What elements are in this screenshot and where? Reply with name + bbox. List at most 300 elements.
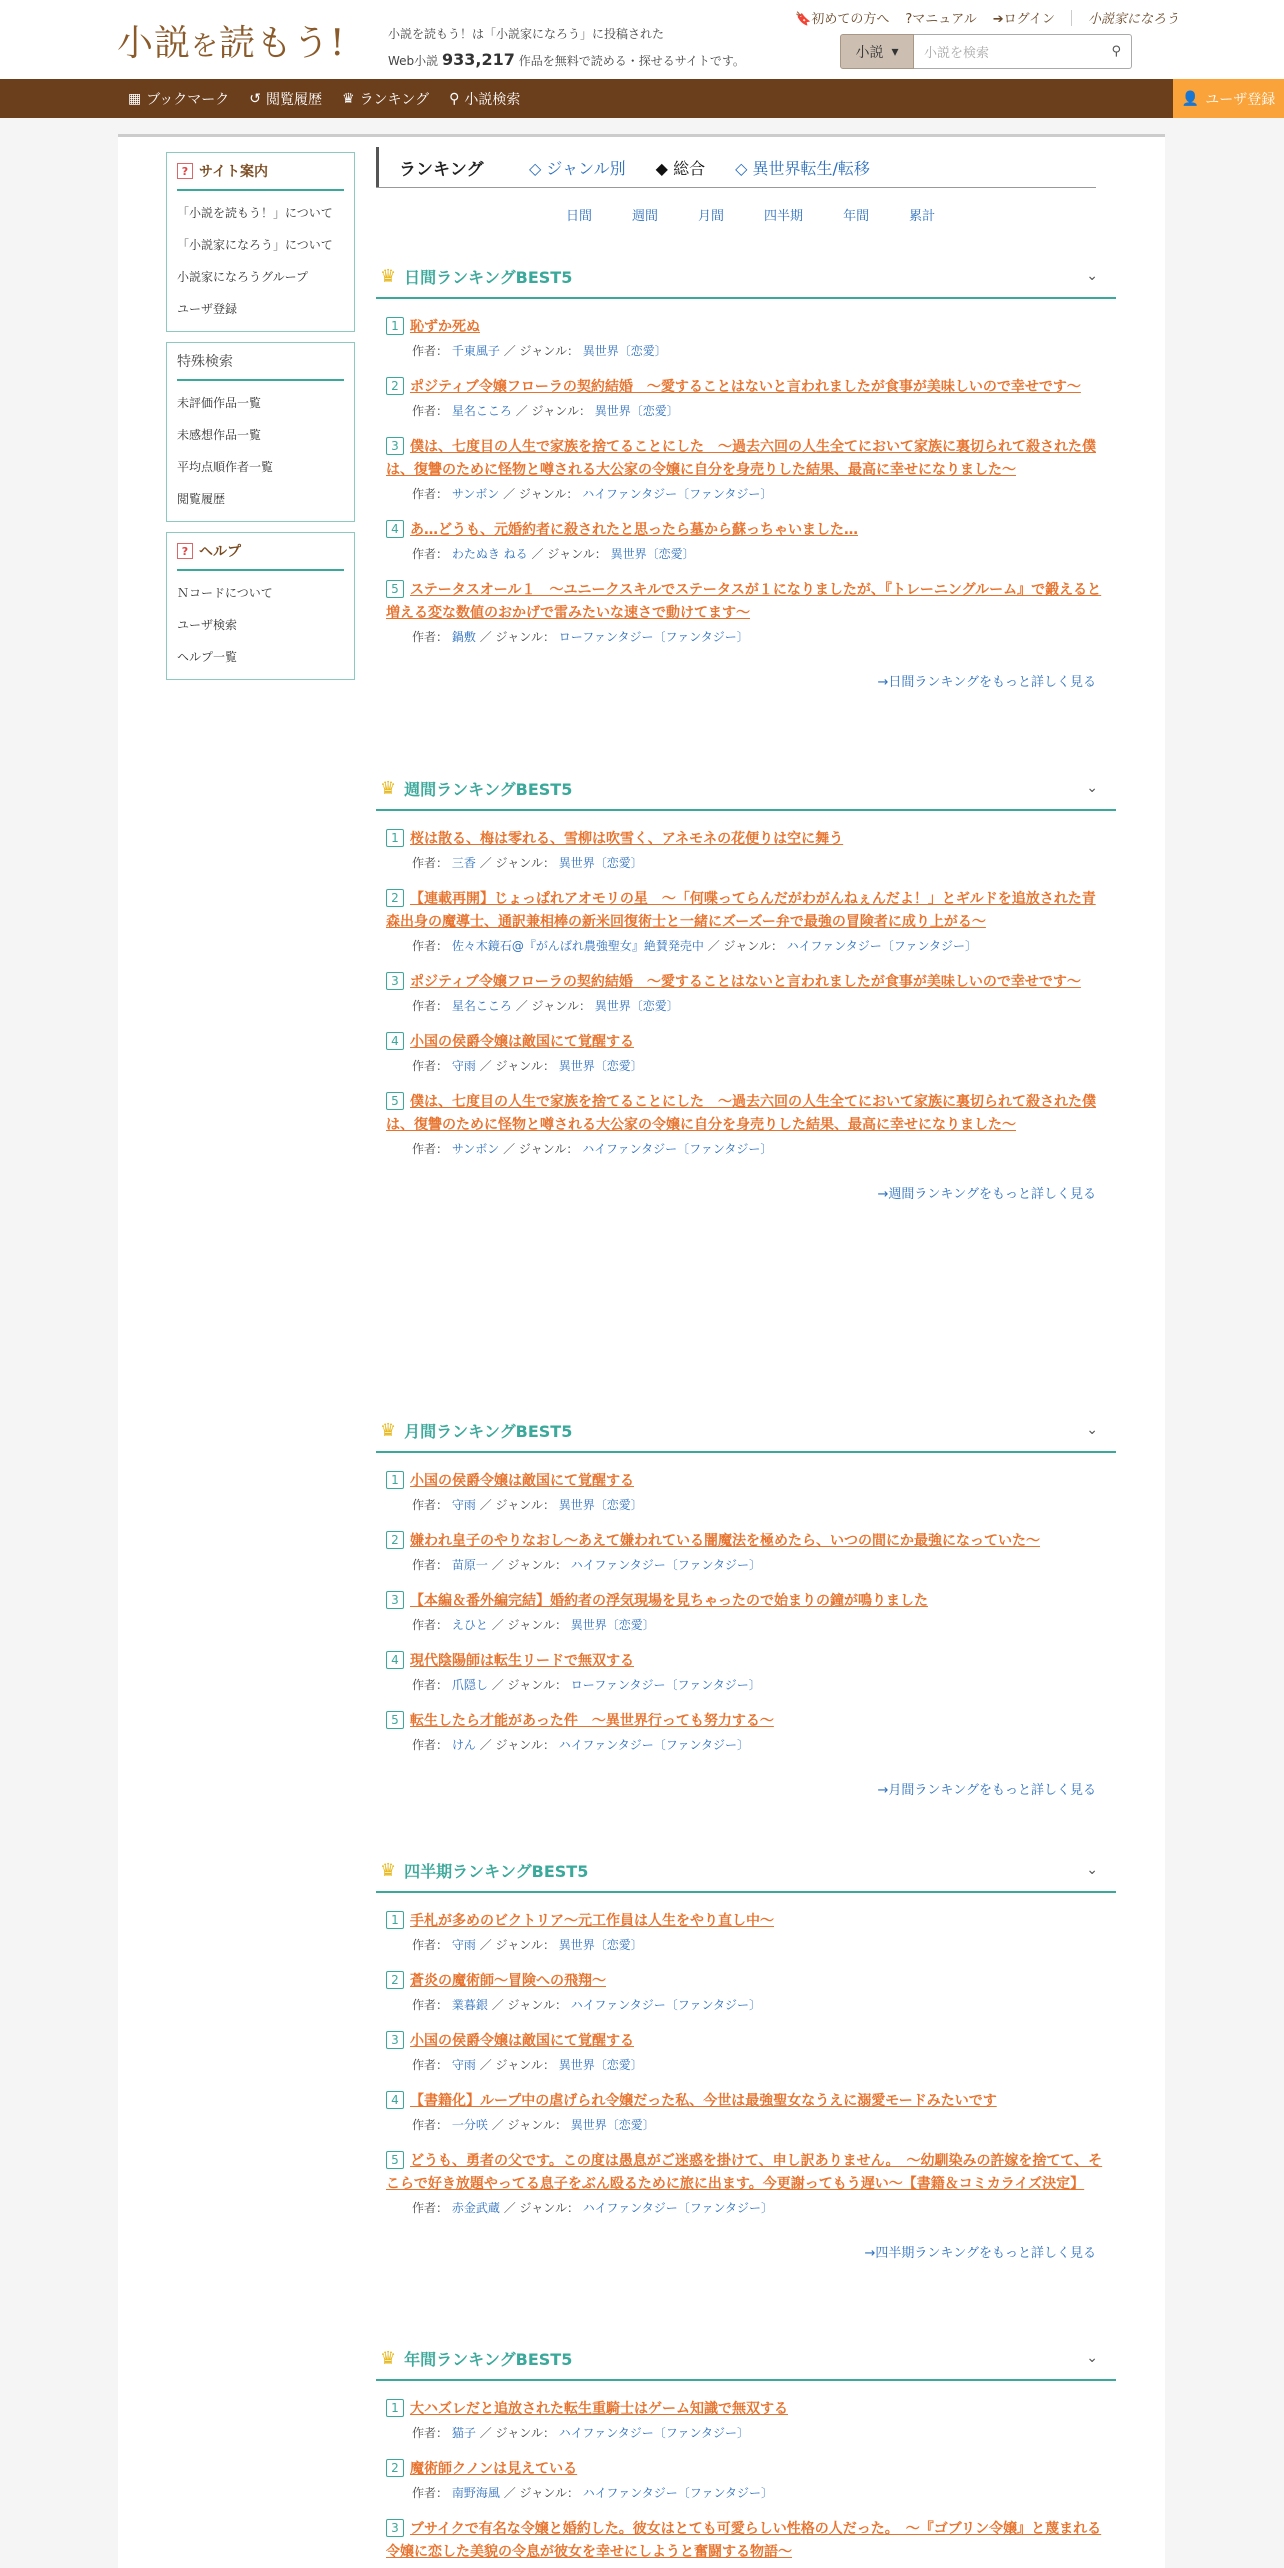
chevron-down-icon[interactable]: ⌄ xyxy=(1086,1422,1098,1438)
genre-link[interactable]: 異世界〔恋愛〕 xyxy=(558,1938,643,1952)
novel-title-link[interactable] xyxy=(386,1590,1104,1613)
question-icon: ? xyxy=(177,543,193,559)
sidebar-item-history[interactable]: 閲覧履歴 xyxy=(177,492,226,506)
novel-title-link[interactable] xyxy=(386,376,1104,399)
nav-history[interactable] xyxy=(249,89,322,109)
novel-title: ステータスオール１ ～ユニークスキルでステータスが１になりましたが、『トレーニングルーム』で鍛えると増える変な数値のおかげで雷みたいな速さで動けてます～ xyxy=(386,582,1102,621)
genre-link[interactable]: ハイファンタジー〔ファンタジー〕 xyxy=(570,1998,761,2012)
tab-overall[interactable]: ◆ 総合 xyxy=(655,158,706,178)
author-link[interactable]: 南野海風 xyxy=(451,2486,500,2500)
author-label: 作者： xyxy=(412,999,449,1013)
list-item xyxy=(376,2398,1116,2441)
sidebar-item-avg-author[interactable]: 平均点順作者一覧 xyxy=(177,460,274,474)
author-link[interactable]: 星名こころ xyxy=(451,999,512,1013)
history-icon: ↺ xyxy=(249,90,261,107)
novel-title: 【連載再開】じょっぱれアオモリの星 ～「何喋ってらんだがわがんねぇんだよ！」とギルドを追放された青森出身の魔導士、通訳兼相棒の新米回復術士と一緒にズーズー弁で最強の冒険者に成り上がる～ xyxy=(386,891,1096,930)
chevron-down-icon[interactable]: ⌄ xyxy=(1086,2350,1098,2366)
ranking-section xyxy=(376,255,1116,690)
novel-title-link[interactable] xyxy=(386,888,1104,934)
genre-link[interactable]: ローファンタジー〔ファンタジー〕 xyxy=(570,1678,761,1692)
rank-number: 1 xyxy=(386,1911,404,1929)
genre-label: ／ ジャンル： xyxy=(491,1618,567,1632)
rank-number: 2 xyxy=(386,377,404,395)
novel-title-link[interactable] xyxy=(386,971,1104,994)
search-form xyxy=(840,34,1132,69)
list-item xyxy=(376,1910,1116,1953)
work-count: 933,217 xyxy=(442,50,515,69)
grid-icon: ▦ xyxy=(128,90,142,107)
rank-number: 4 xyxy=(386,1032,404,1050)
manual-label: マニュアル xyxy=(912,12,977,27)
genre-label: ／ ジャンル： xyxy=(479,1059,555,1073)
genre-label: ／ ジャンル： xyxy=(491,1678,567,1692)
tab-genre[interactable]: ◇ ジャンル別 xyxy=(529,158,626,178)
more-link[interactable]: →日間ランキングをもっと詳しく見る xyxy=(877,675,1096,690)
author-label: 作者： xyxy=(412,1558,449,1572)
rank-number: 2 xyxy=(386,1971,404,1989)
rank-number: 5 xyxy=(386,580,404,598)
rank-number: 3 xyxy=(386,2031,404,2049)
genre-link[interactable]: ハイファンタジー〔ファンタジー〕 xyxy=(558,1738,749,1752)
site-tagline xyxy=(388,22,745,74)
section-header[interactable] xyxy=(376,1849,1116,1893)
question-icon: ? xyxy=(177,163,193,179)
ranking-section xyxy=(376,1849,1116,2261)
author-link[interactable]: けん xyxy=(451,1738,476,1752)
tagline-prefix: Web小説 xyxy=(388,54,439,68)
novel-title: 小国の侯爵令嬢は敵国にて覚醒する xyxy=(410,1473,634,1489)
author-link[interactable]: 守雨 xyxy=(451,1059,476,1073)
novel-title-link[interactable] xyxy=(386,579,1104,625)
genre-label: ／ ジャンル： xyxy=(707,939,783,953)
section-header[interactable] xyxy=(376,1409,1116,1453)
novel-title-link[interactable] xyxy=(386,2030,1104,2053)
list-item xyxy=(376,436,1116,502)
genre-link[interactable]: 異世界〔恋愛〕 xyxy=(582,344,667,358)
novel-title-link[interactable] xyxy=(386,2090,1104,2113)
genre-link[interactable]: 異世界〔恋愛〕 xyxy=(558,856,643,870)
more-link[interactable]: →月間ランキングをもっと詳しく見る xyxy=(877,1783,1096,1798)
novel-title-link[interactable] xyxy=(386,2518,1104,2564)
list-item xyxy=(376,1470,1116,1513)
novel-title: 僕は、七度目の人生で家族を捨てることにした ～過去六回の人生全てにおいて家族に裏切られて殺された僕は、復讐のために怪物と噂される大公家の令嬢に自分を身売りした結果、最高に幸せになりました～ xyxy=(386,439,1096,478)
novel-meta xyxy=(386,1736,1104,1753)
genre-label: ／ ジャンル： xyxy=(491,1558,567,1572)
list-item xyxy=(376,1590,1116,1633)
more-link[interactable]: →週間ランキングをもっと詳しく見る xyxy=(877,1187,1096,1202)
author-label: 作者： xyxy=(412,1142,449,1156)
novel-meta xyxy=(386,1556,1104,1573)
ranking-section xyxy=(376,1409,1116,1798)
novel-title: 【本編＆番外編完結】婚約者の浮気現場を見ちゃったので始まりの鐘が鳴りました xyxy=(410,1593,928,1609)
novel-title: ブサイクで有名な令嬢と婚約した。彼女はとても可愛らしい性格の人だった。 ～『ゴブリン令嬢』と蔑まれる令嬢に恋した美貌の令息が彼女を幸せにしようと奮闘する物語～ xyxy=(386,2521,1102,2560)
novel-title-link[interactable] xyxy=(386,1710,1104,1733)
sidebar-item-about-yomou[interactable]: 「小説を読もう！」について xyxy=(177,206,333,220)
novel-meta xyxy=(386,628,1104,645)
novel-title: ポジティブ令嬢フローラの契約結婚 ～愛することはないと言われましたが食事が美味しいので幸せです～ xyxy=(410,974,1081,990)
rank-number: 4 xyxy=(386,520,404,538)
genre-label: ／ ジャンル： xyxy=(503,344,579,358)
bookmark-mini-icon: 🔖 xyxy=(795,12,812,27)
sidebar-item-help-list[interactable]: ヘルプ一覧 xyxy=(177,650,238,664)
site-header xyxy=(0,0,1284,79)
sidebar xyxy=(166,152,355,690)
genre-label: ／ ジャンル： xyxy=(503,487,579,501)
genre-link[interactable]: ハイファンタジー〔ファンタジー〕 xyxy=(570,1558,761,1572)
sidebar-item-user-search[interactable]: ユーザ検索 xyxy=(177,618,238,632)
site-guide-title xyxy=(177,161,344,191)
special-search-title: 特殊検索 xyxy=(177,351,344,381)
novel-title: どうも、勇者の父です。この度は愚息がご迷惑を掛けて、申し訳ありません。 ～幼馴染みの許嫁を捨てて、そこらで好き放題やってる息子をぶん殴るために旅に出ます。今更謝ってもう遅い～【書籍＆コミカライズ決定】 xyxy=(386,2153,1103,2192)
novel-meta xyxy=(386,545,1104,562)
author-link[interactable]: 苗原一 xyxy=(451,1558,488,1572)
search-icon: ⚲ xyxy=(449,90,460,107)
novel-title-link[interactable] xyxy=(386,1091,1104,1137)
rank-number: 1 xyxy=(386,2399,404,2417)
nav-history-label: 閲覧履歴 xyxy=(266,91,322,108)
novel-meta xyxy=(386,997,1104,1014)
novel-title: あ…どうも、元婚約者に殺されたと思ったら墓から蘇っちゃいました… xyxy=(410,522,858,538)
author-label: 作者： xyxy=(412,939,449,953)
rank-number: 1 xyxy=(386,1471,404,1489)
genre-label: ／ ジャンル： xyxy=(491,2118,567,2132)
rank-number: 3 xyxy=(386,972,404,990)
author-link[interactable]: 一分咲 xyxy=(451,2118,488,2132)
novel-title-link[interactable] xyxy=(386,1910,1104,1933)
author-label: 作者： xyxy=(412,630,449,644)
list-item xyxy=(376,1970,1116,2013)
sidebar-item-narou-group[interactable]: 小説家になろうグループ xyxy=(177,270,309,284)
genre-link[interactable]: 異世界〔恋愛〕 xyxy=(594,404,679,418)
genre-link[interactable]: 異世界〔恋愛〕 xyxy=(570,2118,655,2132)
section-header[interactable] xyxy=(376,255,1116,299)
author-link[interactable]: 三香 xyxy=(451,856,476,870)
author-label: 作者： xyxy=(412,856,449,870)
author-label: 作者： xyxy=(412,1059,449,1073)
author-label: 作者： xyxy=(412,2058,449,2072)
novel-title: 小国の侯爵令嬢は敵国にて覚醒する xyxy=(410,2033,634,2049)
author-link[interactable]: 業暮銀 xyxy=(451,1998,488,2012)
section-title: 月間ランキングBEST5 xyxy=(404,1421,573,1441)
author-label: 作者： xyxy=(412,487,449,501)
genre-link[interactable]: ハイファンタジー〔ファンタジー〕 xyxy=(582,2486,773,2500)
novel-title-link[interactable] xyxy=(386,519,1104,542)
nav-ranking-label: ランキング xyxy=(359,91,430,108)
author-label: 作者： xyxy=(412,1498,449,1512)
crown-icon: ♛ xyxy=(380,2347,397,2369)
rank-number: 3 xyxy=(386,1591,404,1609)
author-link[interactable]: 千東風子 xyxy=(451,344,500,358)
genre-link[interactable]: ハイファンタジー〔ファンタジー〕 xyxy=(786,939,977,953)
novel-meta xyxy=(386,1140,1104,1157)
sidebar-item-about-narou[interactable]: 「小説家になろう」について xyxy=(177,238,333,252)
genre-label: ／ ジャンル： xyxy=(479,1738,555,1752)
list-item xyxy=(376,316,1116,359)
beginner-link[interactable] xyxy=(795,8,889,27)
rank-number: 5 xyxy=(386,1711,404,1729)
list-item xyxy=(376,579,1116,645)
genre-link[interactable]: 異世界〔恋愛〕 xyxy=(558,2058,643,2072)
author-link[interactable]: 猫子 xyxy=(451,2426,476,2440)
period-monthly[interactable]: 月間 xyxy=(698,209,725,224)
novel-meta xyxy=(386,1616,1104,1633)
chevron-down-icon[interactable]: ⌄ xyxy=(1086,780,1098,796)
login-icon: ➔ xyxy=(992,12,1004,27)
author-link[interactable]: えひと xyxy=(451,1618,488,1632)
user-icon: 👤 xyxy=(1181,90,1200,107)
novel-title: 手札が多めのビクトリア～元工作員は人生をやり直し中～ xyxy=(410,1913,774,1929)
logo-part1: 小説 xyxy=(117,23,192,64)
genre-link[interactable]: 異世界〔恋愛〕 xyxy=(558,1059,643,1073)
novel-meta xyxy=(386,2424,1104,2441)
novel-title: 嫌われ皇子のやりなおし～あえて嫌われている闇魔法を極めたら、いつの間にか最強になっていた～ xyxy=(410,1533,1040,1549)
genre-label: ／ ジャンル： xyxy=(479,856,555,870)
crown-icon: ♛ xyxy=(380,265,397,287)
list-item xyxy=(376,2030,1116,2073)
genre-link[interactable]: 異世界〔恋愛〕 xyxy=(570,1618,655,1632)
main-nav xyxy=(0,79,1284,118)
author-label: 作者： xyxy=(412,2118,449,2132)
author-link[interactable]: 守雨 xyxy=(451,1498,476,1512)
novel-title: 蒼炎の魔術師～冒険への飛翔～ xyxy=(410,1973,606,1989)
novel-title-link[interactable] xyxy=(386,1970,1104,1993)
logo-part3: 読もう! xyxy=(219,23,346,64)
section-title: 日間ランキングBEST5 xyxy=(404,267,573,287)
author-link[interactable]: 星名こころ xyxy=(451,404,512,418)
author-link[interactable]: 鍋敷 xyxy=(451,630,476,644)
genre-link[interactable]: ハイファンタジー〔ファンタジー〕 xyxy=(582,487,773,501)
novel-title: 転生したら才能があった件 ～異世界行っても努力する～ xyxy=(410,1713,774,1729)
novel-meta xyxy=(386,402,1104,419)
help-title-text: ヘルプ xyxy=(199,544,241,560)
novel-title-link[interactable] xyxy=(386,1650,1104,1673)
crown-icon: ♛ xyxy=(380,1419,397,1441)
tagline-line1: 小説を読もう！は「小説家になろう」に投稿された xyxy=(388,27,665,41)
novel-title: 恥ずか死ぬ xyxy=(410,319,480,335)
author-label: 作者： xyxy=(412,1618,449,1632)
novel-meta xyxy=(386,854,1104,871)
novel-title: 小国の侯爵令嬢は敵国にて覚醒する xyxy=(410,1034,634,1050)
novel-meta xyxy=(386,2484,1104,2501)
list-item xyxy=(376,1091,1116,1157)
period-weekly[interactable]: 週間 xyxy=(632,209,659,224)
ranking-header xyxy=(376,147,900,187)
site-logo[interactable] xyxy=(117,15,345,66)
list-item xyxy=(376,2518,1116,2564)
search-type-value: 小説 xyxy=(855,44,884,61)
author-link[interactable]: 守雨 xyxy=(451,1938,476,1952)
novel-title-link[interactable] xyxy=(386,2398,1104,2421)
header-bar xyxy=(376,147,379,187)
novel-title: 【書籍化】ループ中の虐げられ令嬢だった私、今世は最強聖女なうえに溺愛モードみたいです xyxy=(410,2093,997,2109)
main-content xyxy=(118,134,1165,2568)
genre-label: ／ ジャンル： xyxy=(503,2201,579,2215)
genre-link[interactable]: ハイファンタジー〔ファンタジー〕 xyxy=(558,2426,749,2440)
divider xyxy=(1071,10,1072,26)
narou-logo-link[interactable]: 小説家になろう xyxy=(1087,12,1179,27)
register-label: ユーザ登録 xyxy=(1205,91,1276,108)
nav-search[interactable] xyxy=(449,89,520,109)
search-type-select[interactable] xyxy=(840,34,914,69)
novel-title-link[interactable] xyxy=(386,436,1104,482)
list-item xyxy=(376,971,1116,1014)
rank-number: 4 xyxy=(386,2091,404,2109)
list-item xyxy=(376,888,1116,954)
genre-label: ／ ジャンル： xyxy=(479,630,555,644)
author-label: 作者： xyxy=(412,1938,449,1952)
list-item xyxy=(376,2090,1116,2133)
novel-title: ポジティブ令嬢フローラの契約結婚 ～愛することはないと言われましたが食事が美味しいので幸せです～ xyxy=(410,379,1081,395)
author-link[interactable]: サンボン xyxy=(451,1142,500,1156)
rank-number: 1 xyxy=(386,829,404,847)
list-item xyxy=(376,1031,1116,1074)
novel-meta xyxy=(386,342,1104,359)
author-label: 作者： xyxy=(412,1738,449,1752)
rank-number: 5 xyxy=(386,1092,404,1110)
author-label: 作者： xyxy=(412,1678,449,1692)
ranking-section xyxy=(376,2337,1116,2564)
novel-title-link[interactable] xyxy=(386,2458,1104,2481)
help-title xyxy=(177,541,344,571)
genre-label: ／ ジャンル： xyxy=(491,1998,567,2012)
chevron-down-icon: ▾ xyxy=(891,43,899,60)
nav-ranking[interactable] xyxy=(342,89,429,109)
list-item xyxy=(376,1650,1116,1693)
rank-number: 3 xyxy=(386,437,404,455)
author-label: 作者： xyxy=(412,2486,449,2500)
novel-meta xyxy=(386,1676,1104,1693)
search-input[interactable] xyxy=(914,34,1132,69)
novel-title: 魔術師クノンは見えている xyxy=(410,2461,578,2477)
logo-part2: を xyxy=(191,31,220,62)
more-link[interactable]: →四半期ランキングをもっと詳しく見る xyxy=(864,2246,1096,2261)
novel-title: 現代陰陽師は転生リードで無双する xyxy=(410,1653,634,1669)
genre-link[interactable]: ハイファンタジー〔ファンタジー〕 xyxy=(582,1142,773,1156)
chevron-down-icon[interactable]: ⌄ xyxy=(1086,268,1098,284)
sidebar-item-ncode[interactable]: Ｎコードについて xyxy=(177,586,273,600)
manual-link[interactable] xyxy=(905,8,976,27)
search-placeholder: 小説を検索 xyxy=(924,46,990,61)
section-header[interactable] xyxy=(376,767,1116,811)
novel-title-link[interactable] xyxy=(386,1470,1104,1493)
novel-meta xyxy=(386,1936,1104,1953)
novel-meta xyxy=(386,2056,1104,2073)
login-label: ログイン xyxy=(1003,12,1055,27)
genre-label: ／ ジャンル： xyxy=(479,1938,555,1952)
tab-isekai[interactable]: ◇ 異世界転生/転移 xyxy=(735,158,870,178)
crown-icon: ♛ xyxy=(342,90,355,107)
nav-bookmark[interactable] xyxy=(128,89,229,109)
author-link[interactable]: 守雨 xyxy=(451,2058,476,2072)
section-title: 年間ランキングBEST5 xyxy=(404,2349,573,2369)
novel-meta xyxy=(386,2199,1104,2216)
genre-label: ／ ジャンル： xyxy=(515,999,591,1013)
list-item xyxy=(376,828,1116,871)
sidebar-item-register[interactable]: ユーザ登録 xyxy=(177,302,238,316)
novel-meta xyxy=(386,2116,1104,2133)
ranking-title: ランキング xyxy=(399,159,484,180)
genre-link[interactable]: ハイファンタジー〔ファンタジー〕 xyxy=(582,2201,773,2215)
genre-link[interactable]: 異世界〔恋愛〕 xyxy=(610,547,695,561)
author-link[interactable]: 爪隠し xyxy=(451,1678,488,1692)
genre-link[interactable]: ローファンタジー〔ファンタジー〕 xyxy=(558,630,749,644)
genre-link[interactable]: 異世界〔恋愛〕 xyxy=(558,1498,643,1512)
login-link[interactable] xyxy=(993,8,1055,27)
novel-meta xyxy=(386,485,1104,502)
author-link[interactable]: わたぬき ねる xyxy=(451,547,528,561)
author-label: 作者： xyxy=(412,2426,449,2440)
author-label: 作者： xyxy=(412,1998,449,2012)
novel-title-link[interactable] xyxy=(386,828,1104,851)
rank-number: 2 xyxy=(386,889,404,907)
novel-title-link[interactable] xyxy=(386,316,1104,339)
genre-label: ／ ジャンル： xyxy=(503,2486,579,2500)
help-box xyxy=(166,532,355,680)
rank-number: 5 xyxy=(386,2151,404,2169)
author-label: 作者： xyxy=(412,2201,449,2215)
novel-meta xyxy=(386,1057,1104,1074)
search-icon[interactable]: ⚲ xyxy=(1111,44,1121,59)
ranking-section xyxy=(376,767,1116,1202)
rank-number: 1 xyxy=(386,317,404,335)
special-search-box xyxy=(166,342,355,522)
list-item xyxy=(376,1530,1116,1573)
section-header[interactable] xyxy=(376,2337,1116,2381)
author-link[interactable]: サンボン xyxy=(451,487,500,501)
novel-title-link[interactable] xyxy=(386,2150,1104,2196)
author-link[interactable]: 佐々木鏡石@『がんばれ農強聖女』絶賛発売中 xyxy=(451,939,704,953)
period-links xyxy=(566,205,935,224)
period-yearly[interactable]: 年間 xyxy=(843,209,870,224)
rank-number: 3 xyxy=(386,2519,404,2537)
rank-number: 2 xyxy=(386,2459,404,2477)
crown-icon: ♛ xyxy=(380,1859,397,1881)
list-item xyxy=(376,376,1116,419)
section-title: 週間ランキングBEST5 xyxy=(404,779,573,799)
sidebar-item-no-review[interactable]: 未感想作品一覧 xyxy=(177,428,262,442)
list-item xyxy=(376,2150,1116,2216)
register-button[interactable] xyxy=(1173,79,1284,118)
period-daily[interactable]: 日間 xyxy=(566,209,593,224)
genre-link[interactable]: 異世界〔恋愛〕 xyxy=(594,999,679,1013)
list-item xyxy=(376,1710,1116,1753)
author-link[interactable]: 赤金武蔵 xyxy=(451,2201,500,2215)
novel-meta xyxy=(386,937,1104,954)
genre-label: ／ ジャンル： xyxy=(479,2426,555,2440)
author-label: 作者： xyxy=(412,404,449,418)
genre-label: ／ ジャンル： xyxy=(531,547,607,561)
author-label: 作者： xyxy=(412,547,449,561)
crown-icon: ♛ xyxy=(380,777,397,799)
nav-search-label: 小説検索 xyxy=(464,91,521,108)
novel-title-link[interactable] xyxy=(386,1031,1104,1054)
sidebar-item-unrated[interactable]: 未評価作品一覧 xyxy=(177,396,262,410)
novel-meta xyxy=(386,1496,1104,1513)
novel-meta xyxy=(386,1996,1104,2013)
site-guide-box xyxy=(166,152,355,332)
rank-number: 4 xyxy=(386,1651,404,1669)
novel-title-link[interactable] xyxy=(386,1530,1104,1553)
novel-title: 桜は散る、梅は零れる、雪柳は吹雪く、アネモネの花便りは空に舞う xyxy=(410,831,844,847)
chevron-down-icon[interactable]: ⌄ xyxy=(1086,1862,1098,1878)
list-item xyxy=(376,2458,1116,2501)
period-total[interactable]: 累計 xyxy=(909,209,936,224)
period-quarterly[interactable]: 四半期 xyxy=(764,209,804,224)
genre-label: ／ ジャンル： xyxy=(479,1498,555,1512)
novel-title: 僕は、七度目の人生で家族を捨てることにした ～過去六回の人生全てにおいて家族に裏切られて殺された僕は、復讐のために怪物と噂される大公家の令嬢に自分を身売りした結果、最高に幸せになりました～ xyxy=(386,1094,1096,1133)
novel-title: 大ハズレだと追放された転生重騎士はゲーム知識で無双する xyxy=(410,2401,788,2417)
beginner-label: 初めての方へ xyxy=(811,12,890,27)
